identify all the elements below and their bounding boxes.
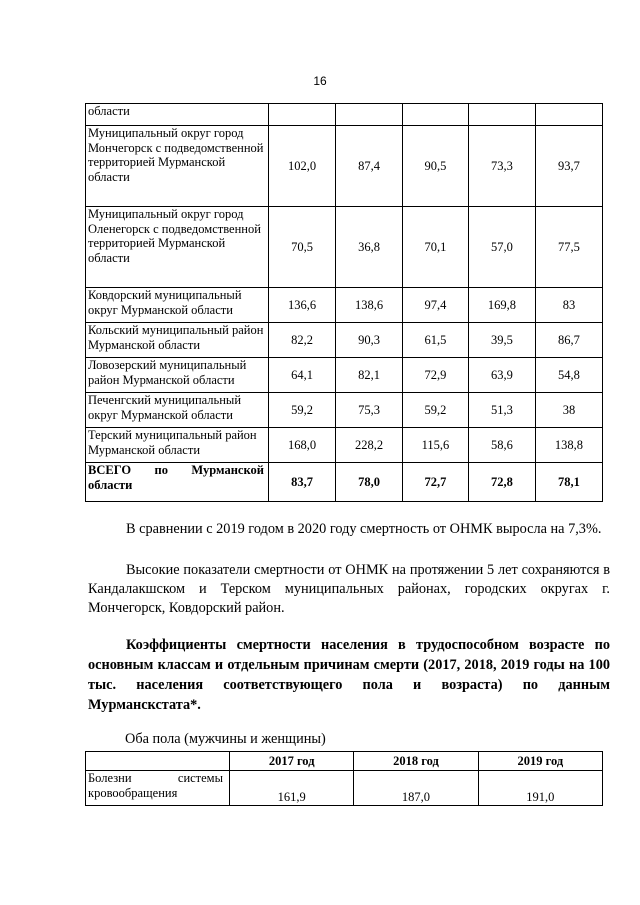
table-row — [86, 771, 603, 806]
row-name: Муниципальный округ город Оленегорск с подведомственной территорией Мурманской области — [86, 207, 269, 288]
value-cell: 73,3 — [468, 126, 535, 207]
row-name — [86, 771, 230, 806]
value-cell: 38 — [535, 393, 602, 428]
total-row-name — [86, 463, 269, 502]
paragraph-high-rates — [88, 561, 610, 618]
value-cell: 115,6 — [403, 428, 469, 463]
row-name-word: Болезни — [88, 771, 132, 785]
value-cell: 136,6 — [269, 288, 336, 323]
value-cell: 59,2 — [403, 393, 469, 428]
value-cell: 187,0 — [354, 771, 478, 806]
value-cell: 39,5 — [468, 323, 535, 358]
total-value-cell: 72,8 — [468, 463, 535, 502]
total-value-cell: 78,1 — [535, 463, 602, 502]
value-cell: 93,7 — [535, 126, 602, 207]
mortality-table — [85, 103, 603, 502]
table-header-row — [86, 752, 603, 771]
value-cell: 86,7 — [535, 323, 602, 358]
value-cell: 161,9 — [230, 771, 354, 806]
value-cell: 82,1 — [336, 358, 403, 393]
value-cell: 51,3 — [468, 393, 535, 428]
row-name-word: системы — [177, 771, 223, 785]
total-value-cell: 72,7 — [403, 463, 469, 502]
value-cell: 64,1 — [269, 358, 336, 393]
table-row — [86, 288, 603, 323]
value-cell — [336, 104, 403, 126]
paragraph-comparison — [88, 520, 610, 539]
value-cell: 87,4 — [336, 126, 403, 207]
total-name-word: ВСЕГО — [88, 463, 132, 477]
row-name: области — [86, 104, 269, 126]
table-caption: Оба пола (мужчины и женщины) — [125, 731, 326, 747]
value-cell: 61,5 — [403, 323, 469, 358]
row-name-line2: кровообращения — [88, 785, 178, 800]
header-2019: 2019 год — [478, 752, 602, 771]
value-cell: 70,1 — [403, 207, 469, 288]
table-row — [86, 104, 603, 126]
table-row — [86, 126, 603, 207]
table-row — [86, 323, 603, 358]
value-cell: 138,6 — [336, 288, 403, 323]
total-row — [86, 463, 603, 502]
value-cell: 169,8 — [468, 288, 535, 323]
header-empty-cell — [86, 752, 230, 771]
value-cell: 36,8 — [336, 207, 403, 288]
section-heading — [88, 635, 610, 715]
working-age-mortality-table — [85, 751, 603, 806]
total-value-cell: 83,7 — [269, 463, 336, 502]
value-cell: 90,3 — [336, 323, 403, 358]
total-name-line2: области — [88, 477, 133, 492]
value-cell: 83 — [535, 288, 602, 323]
value-cell: 102,0 — [269, 126, 336, 207]
total-name-word: по — [154, 463, 168, 477]
header-2018: 2018 год — [354, 752, 478, 771]
value-cell: 77,5 — [535, 207, 602, 288]
value-cell: 70,5 — [269, 207, 336, 288]
row-name: Муниципальный округ город Мончегорск с подведомственной территорией Мурманской области — [86, 126, 269, 207]
value-cell: 97,4 — [403, 288, 469, 323]
table-row — [86, 207, 603, 288]
value-cell: 57,0 — [468, 207, 535, 288]
header-2017: 2017 год — [230, 752, 354, 771]
value-cell — [403, 104, 469, 126]
value-cell: 191,0 — [478, 771, 602, 806]
value-cell: 59,2 — [269, 393, 336, 428]
table-row — [86, 358, 603, 393]
value-cell: 82,2 — [269, 323, 336, 358]
page-number: 16 — [313, 74, 327, 88]
row-name: Печенгский муниципальный округ Мурманской области — [86, 393, 269, 428]
value-cell: 63,9 — [468, 358, 535, 393]
section-heading-text: Коэффициенты смертности населения в трудоспособном возрасте по основным классам и отдельным причинам смерти (2017, 2018, 2019 годы на 100 тыс. населения соответствующего пола и возраста) по данным Мурманскстата*. — [88, 637, 610, 713]
value-cell: 54,8 — [535, 358, 602, 393]
paragraph-high-rates-text: Высокие показатели смертности от ОНМК на протяжении 5 лет сохраняются в Кандалакшском и Терском муниципальных районах, городских округах г. Мончегорск, Ковдорский район. — [88, 562, 610, 616]
value-cell — [269, 104, 336, 126]
total-name-word: Мурманской — [191, 463, 264, 477]
table-row — [86, 428, 603, 463]
value-cell: 228,2 — [336, 428, 403, 463]
value-cell: 90,5 — [403, 126, 469, 207]
row-name: Ковдорский муниципальный округ Мурманской области — [86, 288, 269, 323]
row-name: Терский муниципальный район Мурманской области — [86, 428, 269, 463]
value-cell: 138,8 — [535, 428, 602, 463]
value-cell — [535, 104, 602, 126]
value-cell — [468, 104, 535, 126]
paragraph-comparison-text: В сравнении с 2019 годом в 2020 году смертность от ОНМК выросла на 7,3%. — [126, 521, 602, 537]
row-name: Кольский муниципальный район Мурманской области — [86, 323, 269, 358]
value-cell: 168,0 — [269, 428, 336, 463]
table-row — [86, 393, 603, 428]
value-cell: 72,9 — [403, 358, 469, 393]
total-value-cell: 78,0 — [336, 463, 403, 502]
row-name: Ловозерский муниципальный район Мурманской области — [86, 358, 269, 393]
value-cell: 58,6 — [468, 428, 535, 463]
value-cell: 75,3 — [336, 393, 403, 428]
